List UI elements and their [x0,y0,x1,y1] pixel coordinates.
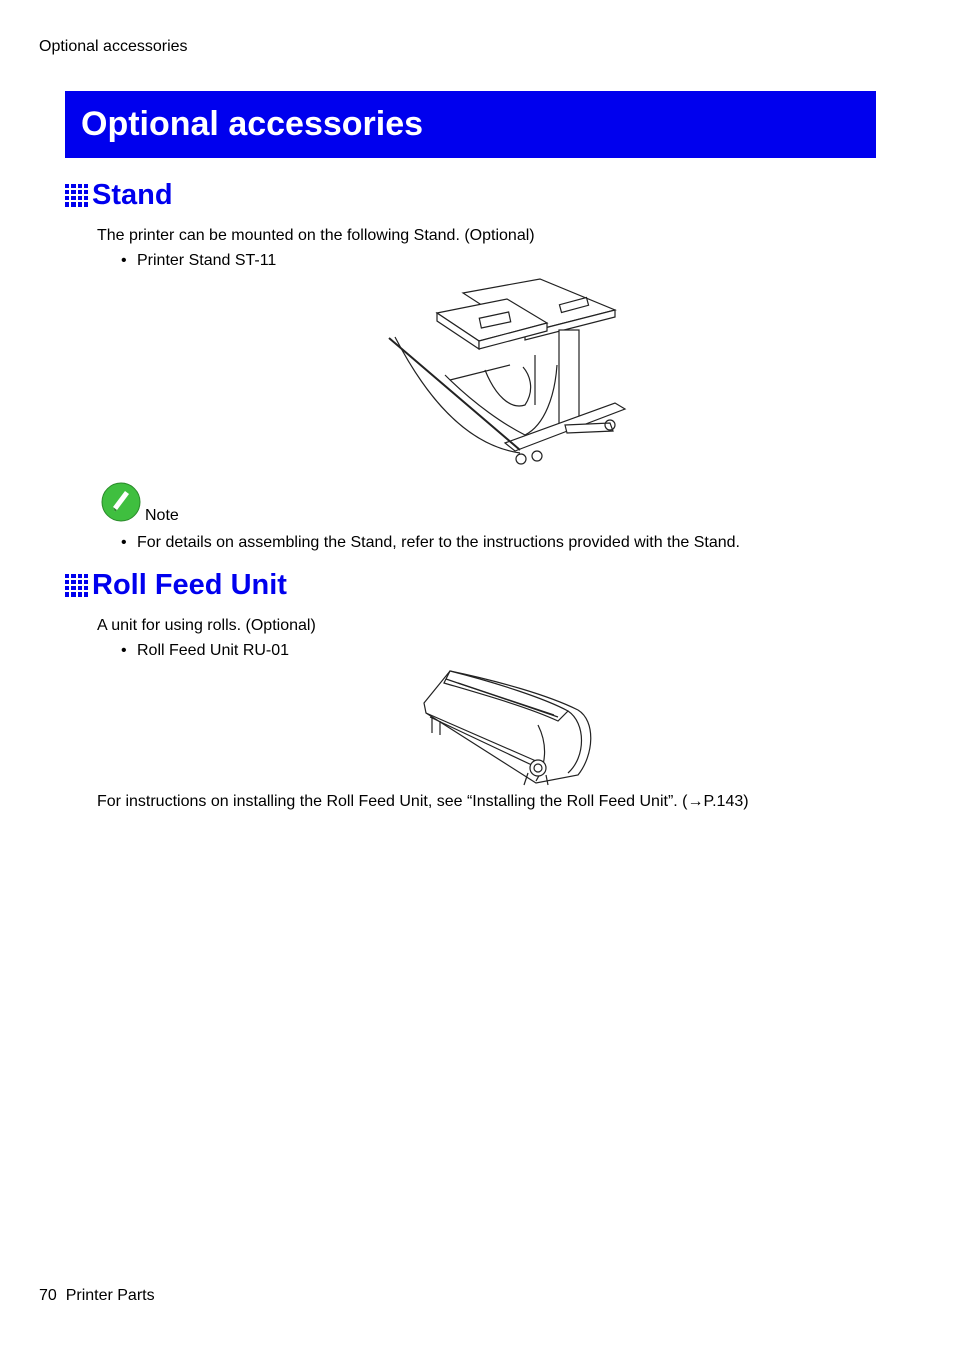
stand-heading: Stand [92,179,173,211]
grid-bullet-icon [65,184,88,207]
note-bullet [121,533,740,553]
roll-feed-heading: Roll Feed Unit [92,569,287,601]
running-header: Optional accessories [39,38,188,55]
section-heading-roll-feed [65,569,287,601]
roll-feed-bullet-text: Roll Feed Unit RU-01 [137,642,290,659]
section-heading-stand [65,179,173,211]
roll-feed-instructions: For instructions on installing the Roll Feed Unit, see “Installing the Roll Feed Unit”. (→P.143) [97,793,749,810]
page-number: 70 [39,1287,57,1304]
stand-intro: The printer can be mounted on the following Stand. (Optional) [97,227,535,244]
note-label: Note [145,507,179,524]
roll-feed-intro: A unit for using rolls. (Optional) [97,617,316,634]
grid-bullet-icon [65,574,88,597]
page-title: Optional accessories [81,105,424,143]
note-bullet-text: For details on assembling the Stand, refer to the instructions provided with the Stand. [137,534,740,551]
footer-section: Printer Parts [65,1287,155,1304]
pencil-note-icon [101,482,141,522]
stand-bullet [121,251,276,271]
roll-feed-bullet [121,641,289,661]
title-bar [65,91,876,158]
stand-bullet-text: Printer Stand ST-11 [137,252,277,269]
roll-feed-unit-illustration [418,665,598,787]
printer-stand-illustration [385,275,630,475]
page-footer [39,1287,155,1305]
